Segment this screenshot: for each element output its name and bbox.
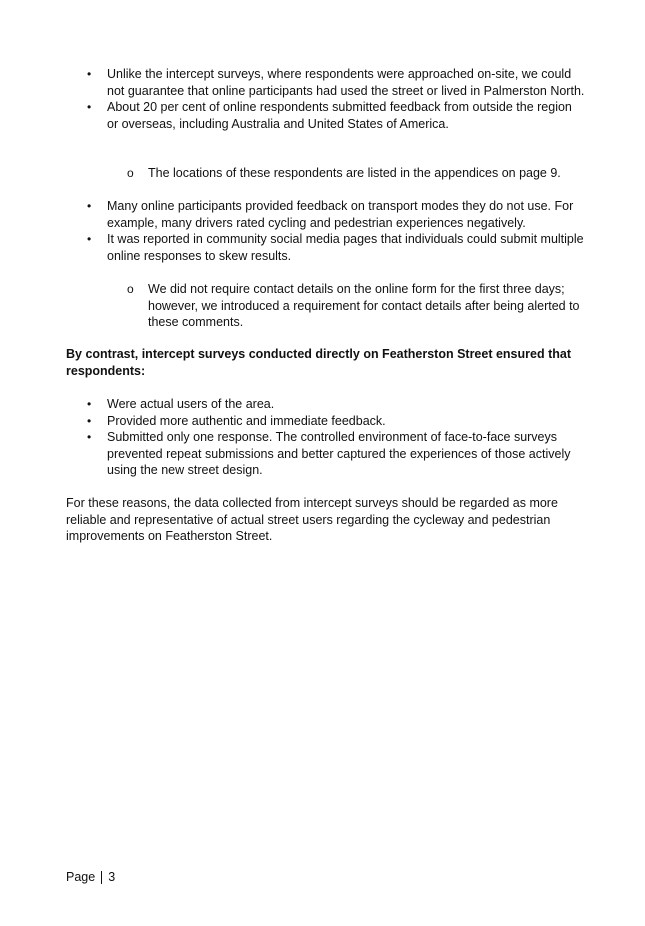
bullet-icon: • xyxy=(87,100,92,114)
sub-list-item-text: We did not require contact details on the online form for the first three days; however, we introduced a requirement for contact details after being alerted to these comments. xyxy=(148,282,580,329)
list-item xyxy=(66,99,586,132)
list-item xyxy=(66,396,586,413)
circle-bullet-icon: o xyxy=(127,282,134,296)
list-item-text: Were actual users of the area. xyxy=(107,397,275,411)
list-item xyxy=(66,231,586,264)
bullet-list-online-limitations xyxy=(66,66,586,132)
sub-list-item xyxy=(127,165,587,182)
bullet-icon: • xyxy=(87,67,92,81)
bullet-icon: • xyxy=(87,232,92,246)
bullet-icon: • xyxy=(87,430,92,444)
list-item-text: Many online participants provided feedback on transport modes they do not use. For example, many drivers rated cycling and pedestrian experiences negatively. xyxy=(107,199,574,230)
list-item-text: Unlike the intercept surveys, where respondents were approached on-site, we could not guarantee that online participants had used the street or lived in Palmerston North. xyxy=(107,67,585,98)
bullet-list-online-issues xyxy=(66,198,586,264)
page-footer xyxy=(66,869,115,886)
bullet-list-intercept-benefits xyxy=(66,396,586,479)
sub-bullet-list xyxy=(127,281,582,331)
list-item-text: Provided more authentic and immediate feedback. xyxy=(107,413,386,428)
page-label: Page xyxy=(66,870,96,884)
sub-list-item-text: The locations of these respondents are listed in the appendices on page 9. xyxy=(148,166,561,180)
list-item xyxy=(66,413,586,430)
sub-bullet-list xyxy=(127,165,587,182)
footer-divider xyxy=(101,871,102,884)
list-item-text: About 20 per cent of online respondents submitted feedback from outside the region or overseas, including Australia and United States of America. xyxy=(107,100,572,131)
circle-bullet-icon: o xyxy=(127,166,134,180)
list-item xyxy=(66,198,586,231)
closing-paragraph: For these reasons, the data collected from intercept surveys should be regarded as more reliable and representative of actual street users regarding the cycleway and pedestrian improvements on Featherston Street. xyxy=(66,496,558,543)
bullet-icon: • xyxy=(87,413,92,428)
sub-list-item xyxy=(127,281,582,331)
bullet-icon: • xyxy=(87,199,92,213)
bullet-icon: • xyxy=(87,397,92,411)
list-item xyxy=(66,66,586,99)
page-number: 3 xyxy=(108,870,116,884)
list-item-text: Submitted only one response. The controlled environment of face-to-face surveys prevented repeat submissions and better captured the experiences of those actively using the new street design. xyxy=(107,430,571,477)
list-item xyxy=(66,429,586,479)
section-heading: By contrast, intercept surveys conducted directly on Featherston Street ensured that respondents: xyxy=(66,347,571,378)
list-item-text: It was reported in community social media pages that individuals could submit multiple online responses to skew results. xyxy=(107,232,584,263)
